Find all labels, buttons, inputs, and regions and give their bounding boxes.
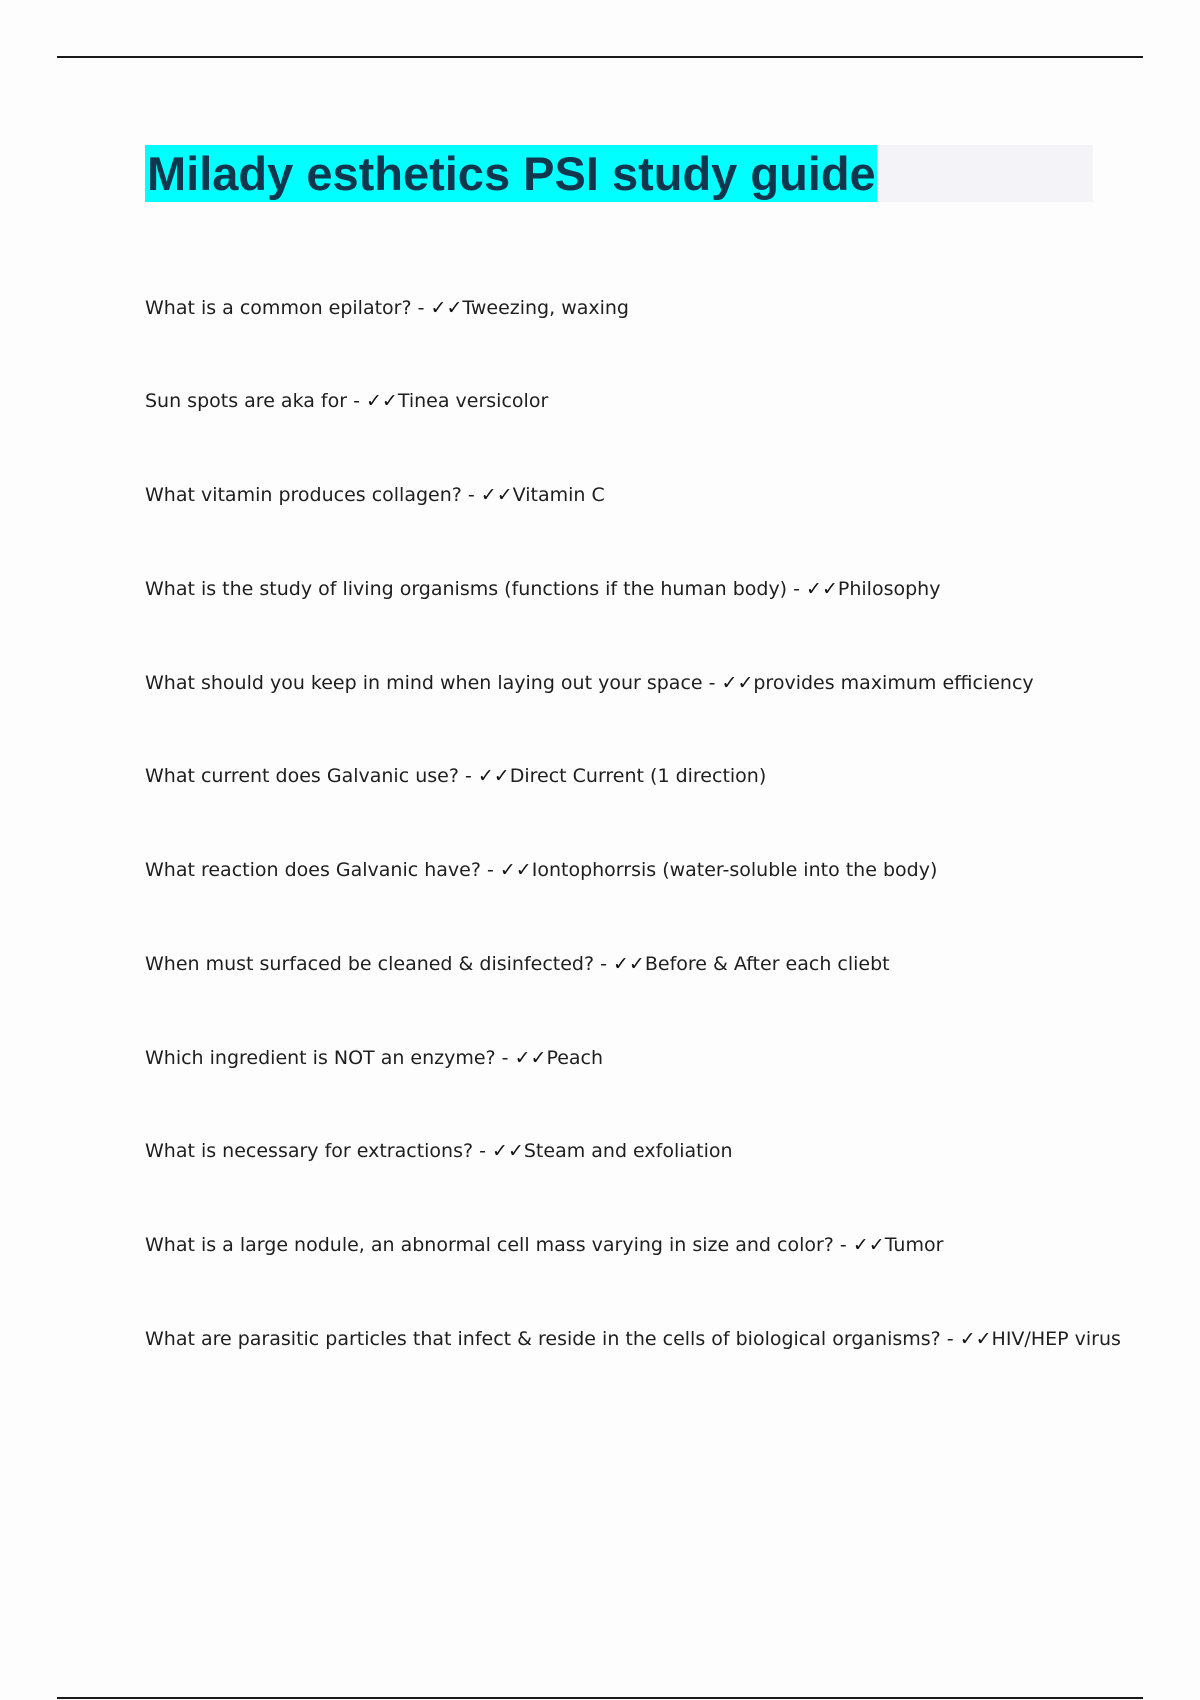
qa-item (145, 671, 1034, 695)
question-text: What is a large nodule, an abnormal cell mass varying in size and color? - (145, 1234, 847, 1256)
qa-item (145, 483, 605, 507)
question-text: Which ingredient is NOT an enzyme? - (145, 1047, 509, 1069)
header-rule (57, 56, 1143, 58)
answer-text: Steam and exfoliation (523, 1140, 733, 1162)
qa-item (145, 764, 766, 788)
double-check-icon: ✓✓ (613, 953, 645, 975)
answer-text: provides maximum efficiency (753, 672, 1034, 694)
qa-item (145, 296, 629, 320)
qa-item (145, 389, 548, 413)
question-text: When must surfaced be cleaned & disinfected? - (145, 953, 607, 975)
qa-item (145, 1233, 943, 1257)
answer-text: Vitamin C (512, 484, 605, 506)
double-check-icon: ✓✓ (721, 672, 754, 694)
question-text: What reaction does Galvanic have? - (145, 859, 494, 881)
double-check-icon: ✓✓ (959, 1328, 992, 1350)
answer-text: HIV/HEP virus (991, 1328, 1121, 1350)
answer-text: Tinea versicolor (397, 390, 549, 412)
question-text: Sun spots are aka for - (145, 390, 360, 412)
answer-text: Tweezing, waxing (462, 297, 629, 319)
qa-item (145, 952, 890, 976)
double-check-icon: ✓✓ (430, 297, 463, 319)
qa-item (145, 858, 937, 882)
document-title: Milady esthetics PSI study guide (147, 147, 876, 200)
answer-text: Before & After each cliebt (644, 953, 890, 975)
answer-text: Peach (546, 1047, 604, 1069)
double-check-icon: ✓✓ (480, 484, 513, 506)
qa-item (145, 1139, 733, 1163)
double-check-icon: ✓✓ (365, 390, 398, 412)
answer-text: Iontophorrsis (water-soluble into the body) (531, 859, 938, 881)
footer-rule (57, 1697, 1143, 1699)
double-check-icon: ✓✓ (492, 1140, 524, 1162)
double-check-icon: ✓✓ (514, 1047, 547, 1069)
question-text: What are parasitic particles that infect & reside in the cells of biological organisms? - (145, 1328, 954, 1350)
question-text: What should you keep in mind when laying out your space - (145, 672, 716, 694)
question-text: What vitamin produces collagen? - (145, 484, 475, 506)
double-check-icon: ✓✓ (806, 578, 838, 600)
qa-item (145, 1327, 1121, 1351)
question-text: What is the study of living organisms (functions if the human body) - (145, 578, 800, 600)
qa-item (145, 577, 940, 601)
qa-item (145, 1046, 603, 1070)
question-text: What current does Galvanic use? - (145, 765, 472, 787)
answer-text: Direct Current (1 direction) (509, 765, 767, 787)
double-check-icon: ✓✓ (477, 765, 510, 787)
double-check-icon: ✓✓ (852, 1234, 885, 1256)
answer-text: Tumor (884, 1234, 944, 1256)
question-text: What is necessary for extractions? - (145, 1140, 486, 1162)
question-text: What is a common epilator? - (145, 297, 425, 319)
double-check-icon: ✓✓ (499, 859, 532, 881)
answer-text: Philosophy (837, 578, 941, 600)
